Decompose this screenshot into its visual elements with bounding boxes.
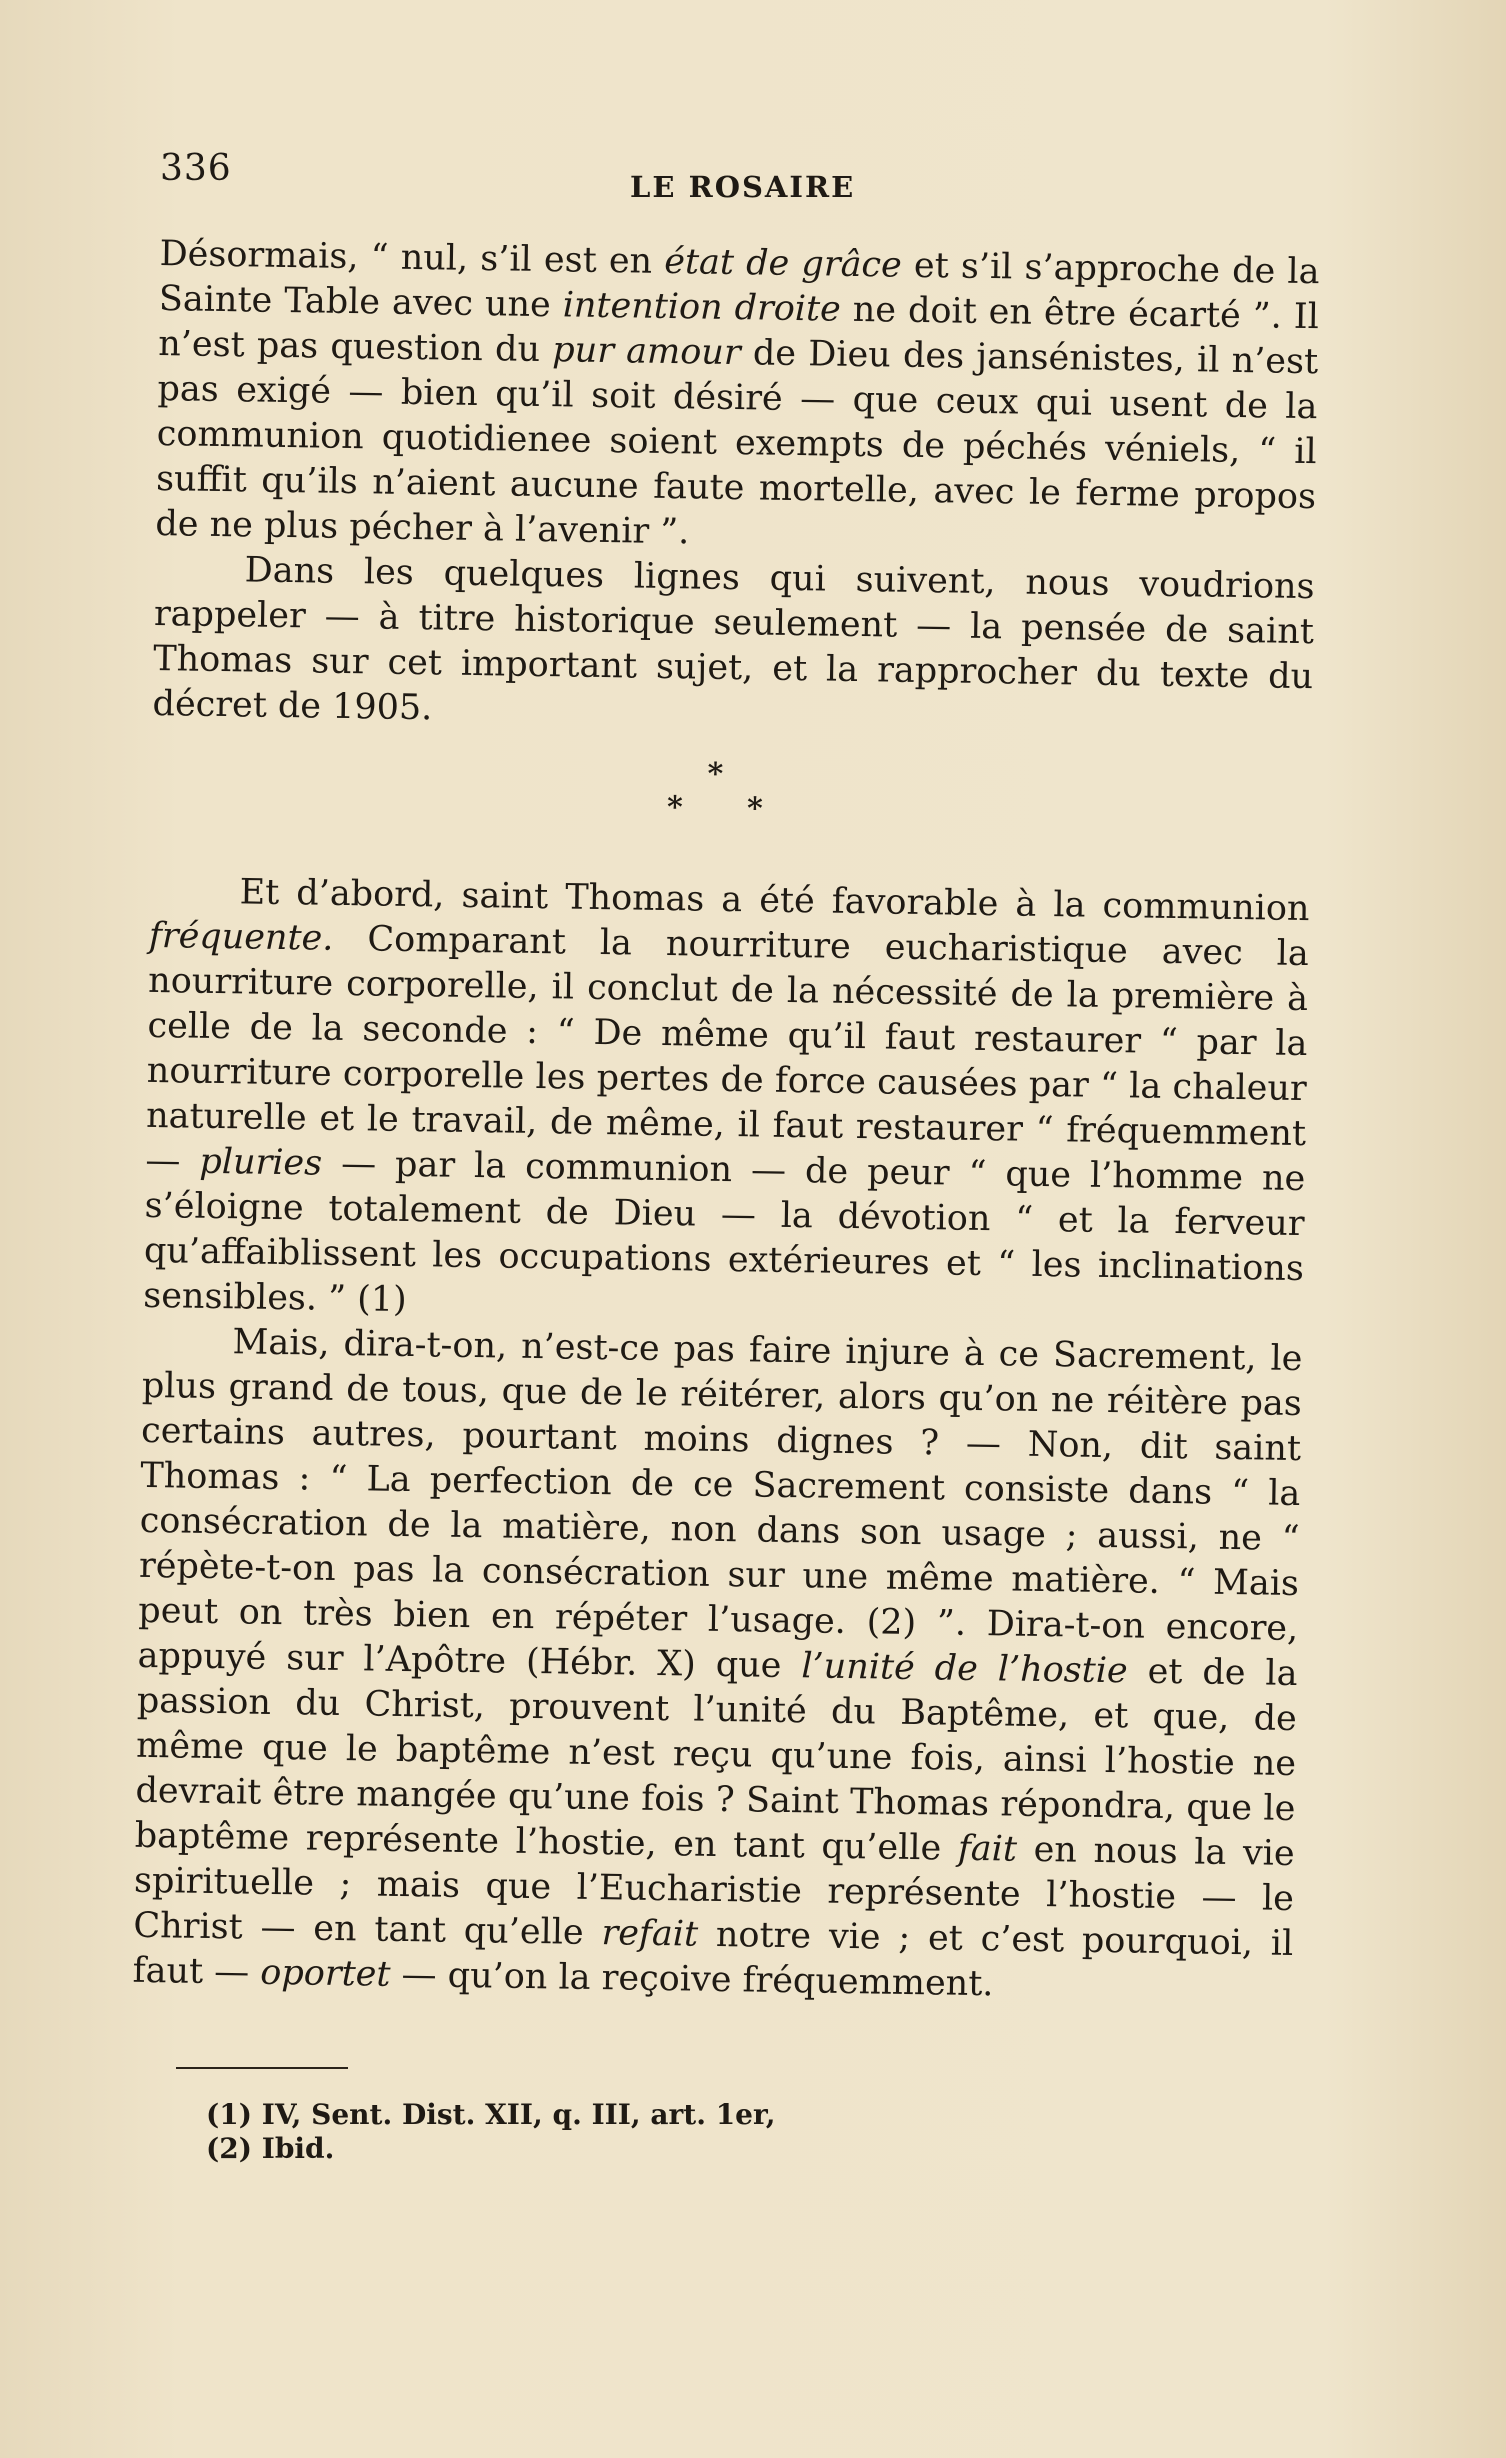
paragraph-3 [143,869,1310,1337]
paragraph-1 [155,232,1320,565]
footnote-divider [176,2067,348,2069]
italic-run: fréquente. [148,915,334,959]
text-run: Désormais, “ nul, s’il est en [159,233,665,282]
paragraph-2: Dans les quelques lignes qui suivent, nous voudrions rappeler — à titre historique seulement — la pensée de saint Thomas sur cet important sujet, et la rapprocher du texte du décret de 1905. [152,550,1315,729]
text-run: ne doit en être écarté ”. Il n’est pas question du [157,289,1320,371]
footnote-1: (1) IV, Sent. Dist. XII, q. III, art. 1er, [206,2098,776,2131]
asterisk-icon: * [746,791,763,827]
footnotes [206,2098,775,2166]
paragraph-4 [132,1319,1302,2012]
text-run: — qu’on la reçoive fréquemment. [390,1954,994,2005]
page-number: 336 [160,148,232,189]
text-run: notre vie ; et c’est pourquoi, il faut — [132,1914,1294,1993]
text-run: Et d’abord, saint Thomas a été favorable à la communion [239,872,1310,930]
footnote-2: (2) Ibid. [206,2132,335,2165]
running-head: LE ROSAIRE [630,170,856,204]
italic-run: pur amour [551,330,741,374]
italic-run: pluries [199,1141,323,1184]
main-text [132,232,1320,2012]
italic-run: état de grâce [663,241,903,286]
italic-run: oportet [260,1952,391,1995]
text-run: Mais, dira-t-on, n’est-ce pas faire injure à ce Sacrement, le plus grand de tous, que de le réitérer, alors qu’on ne réitère pas certains autres, pourtant moins dignes ? — Non, dit saint Thomas : “ La perfection de ce Sacrement consiste dans “ la consécration de la matière, non dans son usage ; aussi, ne “ répète-t-on pas la consécration sur une même matière. “ Mais peut on très bien en répéter l’usage. (2) ”. Dira-t-on encore, appuyé sur l’Apôtre (Hébr. X) que [137,1322,1303,1687]
italic-run: refait [601,1913,699,1955]
text-run: Comparant la nourriture eucharistique avec la nourriture corporelle, il conclut de la nécessité de la première à celle de la seconde : “ De même qu’il faut restaurer “ par la nourriture corporelle les pertes de force causées par “ la chaleur naturelle et le travail, de même, il faut restaurer “ fréquemment — [145,918,1310,1182]
section-separator [151,741,1312,839]
text-run: et s’il s’approche de la Sainte Table avec une [158,245,1320,326]
asterisk-icon: * [666,790,683,826]
text-run: en nous la vie spirituelle ; mais que l’Eucharistie représente l’hostie — le Christ — en tant qu’elle [133,1829,1295,1954]
asterisk-icon: * [707,756,724,792]
text-run: et de la passion du Christ, prouvent l’unité du Baptême, et que, de même que le baptême n’est reçu qu’une fois, ainsi l’hostie ne devrait être mangée qu’une fois ? Saint Thomas répondra, que le baptême représente l’hostie, en tant qu’elle [134,1651,1298,1869]
italic-run: l’unité de l’hostie [801,1646,1128,1692]
italic-run: fait [957,1828,1018,1870]
italic-run: intention droite [562,285,842,330]
text-run: — par la communion — de peur “ que l’homme ne s’éloigne totalement de Dieu — la dévotion “ et la ferveur qu’affaiblissent les occupations extérieures et “ les inclinations sensibles. ” (1) [142,1143,1306,1321]
text-run: de Dieu des jansénistes, il n’est pas exigé — bien qu’il soit désiré — que ceux qui usent de la communion quotidienee soient exempts de péchés véniels, “ il suffit qu’ils n’aient aucune faute mortelle, avec le ferme propos de ne plus pécher à l’avenir ”. [155,333,1319,553]
